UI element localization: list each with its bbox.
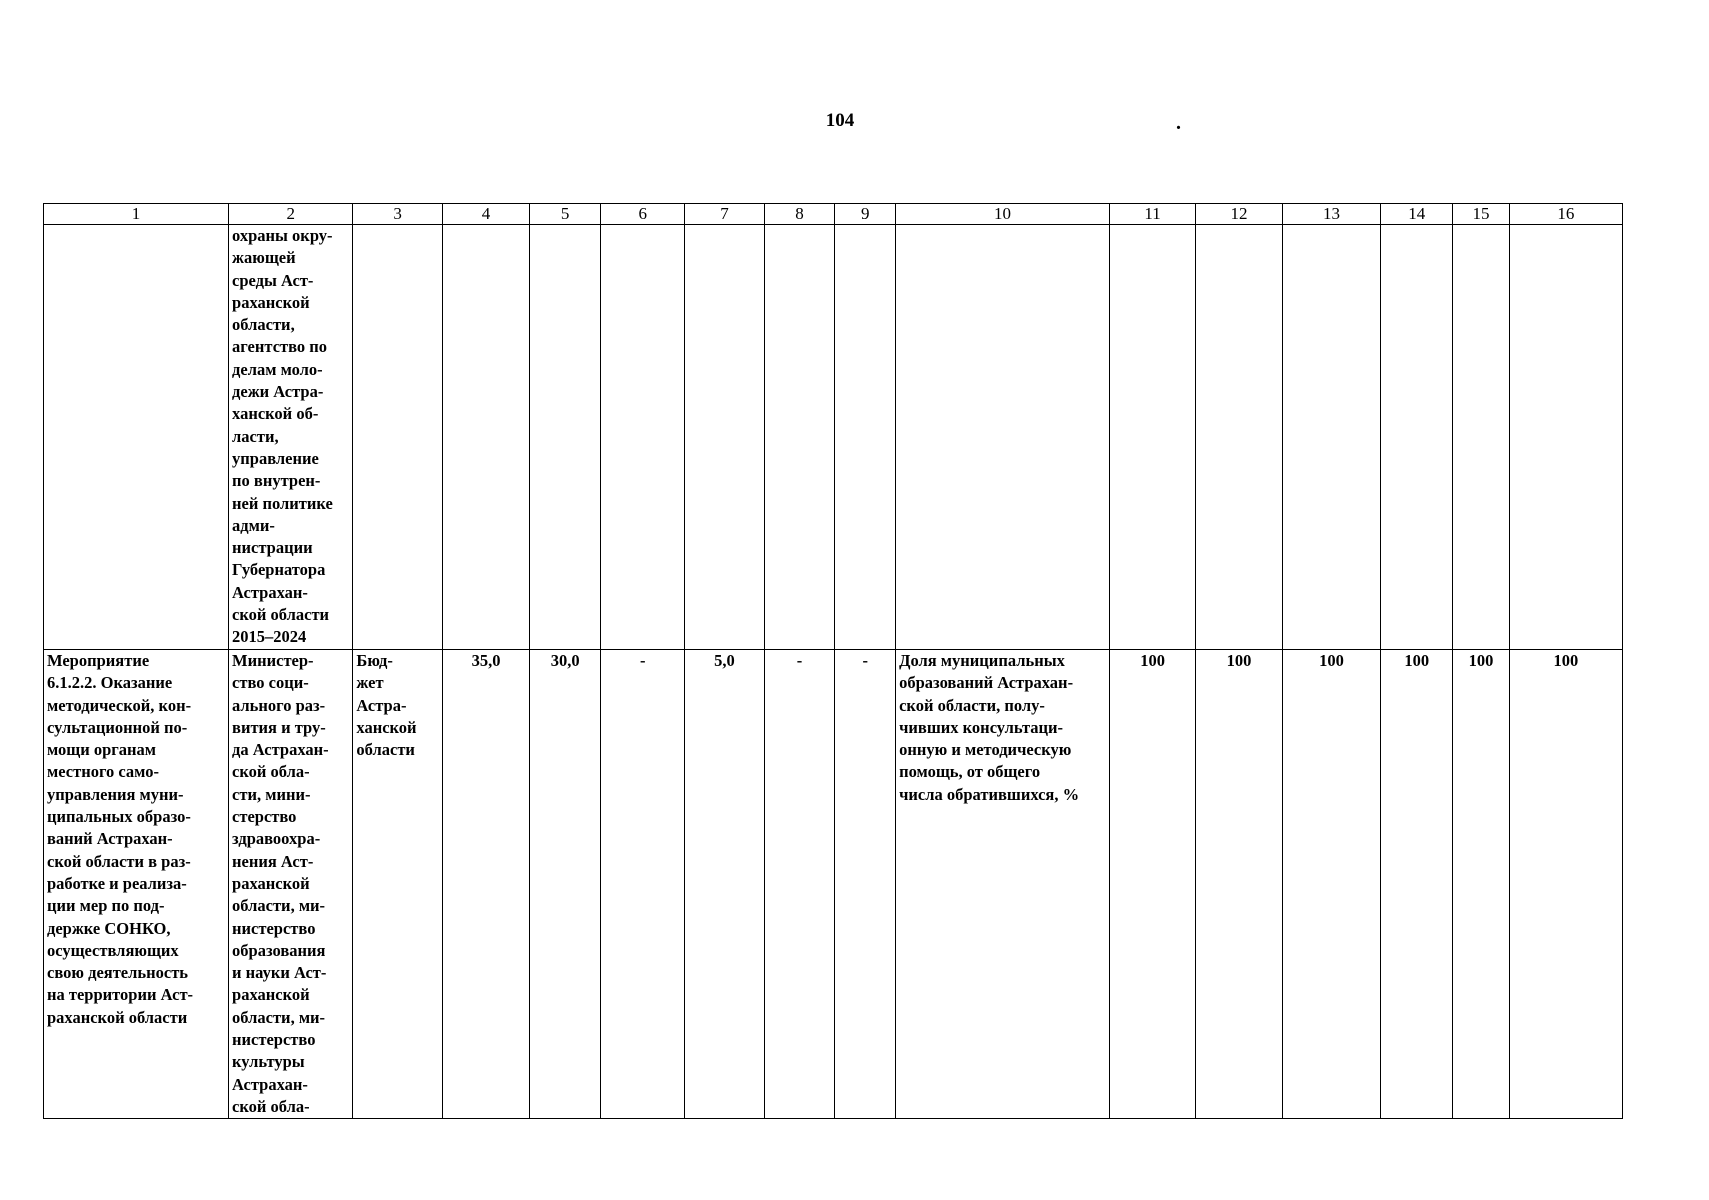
cell-col-7: 5,0 <box>685 650 764 1119</box>
header-col-11: 11 <box>1109 204 1195 225</box>
cell-col-6: - <box>601 650 685 1119</box>
cell-col-5: 30,0 <box>530 650 601 1119</box>
cell-col-8: - <box>764 650 835 1119</box>
header-col-10: 10 <box>896 204 1110 225</box>
cell-col-16 <box>1509 225 1622 650</box>
cell-col-12: 100 <box>1196 650 1282 1119</box>
cell-col-15 <box>1453 225 1510 650</box>
cell-indicator: Доля муниципальных образований Астрахан- ской области, полу- чивших консультаци- онную и методическую помощь, от общего числа обратившихся, % <box>896 650 1110 1119</box>
cell-source <box>353 225 442 650</box>
cell-col-14 <box>1381 225 1453 650</box>
header-col-16: 16 <box>1509 204 1622 225</box>
cell-col-16: 100 <box>1509 650 1622 1119</box>
header-col-8: 8 <box>764 204 835 225</box>
cell-col-11 <box>1109 225 1195 650</box>
table-row <box>44 225 1623 650</box>
stray-mark: . <box>1176 112 1181 134</box>
header-col-12: 12 <box>1196 204 1282 225</box>
cell-indicator <box>896 225 1110 650</box>
cell-col-14: 100 <box>1381 650 1453 1119</box>
header-col-14: 14 <box>1381 204 1453 225</box>
cell-executor: охраны окру- жающей среды Аст- раханской области, агентство по делам моло- дежи Астра- ханской об- ласти, управление по внутрен- ней политике адми- нистрации Губернатора Астрахан- ской области 2015–2024 <box>229 225 353 650</box>
cell-col-5 <box>530 225 601 650</box>
header-col-5: 5 <box>530 204 601 225</box>
header-col-3: 3 <box>353 204 442 225</box>
header-col-1: 1 <box>44 204 229 225</box>
header-col-6: 6 <box>601 204 685 225</box>
header-col-7: 7 <box>685 204 764 225</box>
cell-source: Бюд- жет Астра- ханской области <box>353 650 442 1119</box>
cell-activity <box>44 225 229 650</box>
cell-col-4 <box>442 225 529 650</box>
program-table <box>43 203 1623 1119</box>
cell-col-12 <box>1196 225 1282 650</box>
cell-col-7 <box>685 225 764 650</box>
header-col-2: 2 <box>229 204 353 225</box>
header-col-9: 9 <box>835 204 896 225</box>
cell-activity: Мероприятие 6.1.2.2. Оказание методической, кон- сультационной по- мощи органам местного само- управления муни- ципальных образо- ваний Астрахан- ской области в раз- работке и реализа- ции мер по под- держке СОНКО, осуществляющих свою деятельность на территории Аст- раханской области <box>44 650 229 1119</box>
cell-executor: Министер- ство соци- ального раз- вития и тру- да Астрахан- ской обла- сти, мини- стерство здравоохра- нения Аст- раханской области, ми- нистерство образования и науки Аст- раханской области, ми- нистерство культуры Астрахан- ской обла- <box>229 650 353 1119</box>
header-col-13: 13 <box>1282 204 1381 225</box>
header-col-4: 4 <box>442 204 529 225</box>
cell-col-6 <box>601 225 685 650</box>
cell-col-15: 100 <box>1453 650 1510 1119</box>
cell-col-13 <box>1282 225 1381 650</box>
header-col-15: 15 <box>1453 204 1510 225</box>
table-row <box>44 650 1623 1119</box>
cell-col-4: 35,0 <box>442 650 529 1119</box>
page-number: 104 <box>825 110 855 131</box>
header-row <box>44 204 1623 225</box>
cell-col-9 <box>835 225 896 650</box>
cell-col-11: 100 <box>1109 650 1195 1119</box>
cell-col-13: 100 <box>1282 650 1381 1119</box>
cell-col-9: - <box>835 650 896 1119</box>
cell-col-8 <box>764 225 835 650</box>
